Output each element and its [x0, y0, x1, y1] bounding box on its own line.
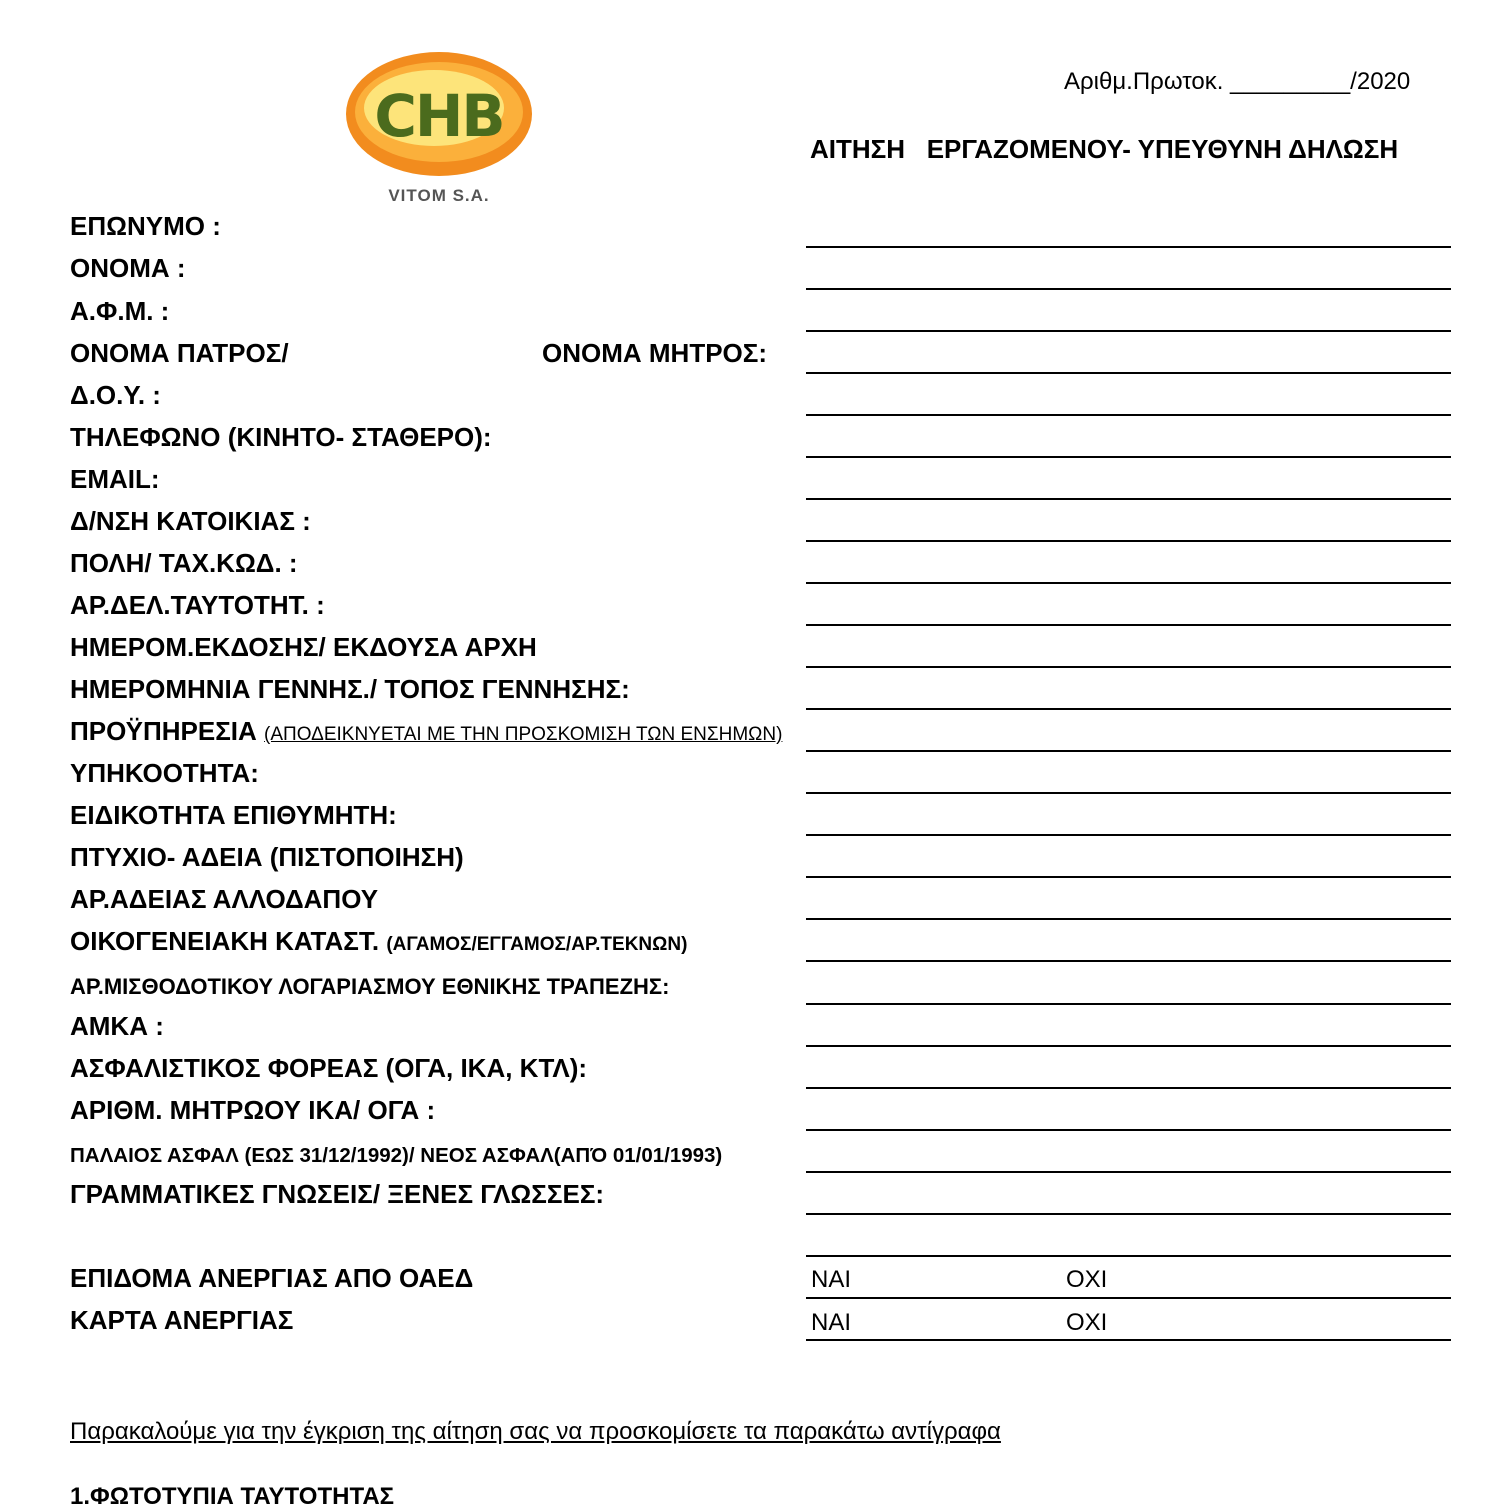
company-name: VITOM S.A.	[388, 186, 490, 205]
specialty-line[interactable]	[806, 834, 1451, 836]
document-item-1: 1.ΦΩΤΟΤΥΠΙΑ ΤΑΥΤΟΤΗΤΑΣ	[70, 1483, 395, 1510]
birth-date-place-label: ΗΜΕΡΟΜΗΝΙΑ ΓΕΝΝΗΣ./ ΤΟΠΟΣ ΓΕΝΝΗΣΗΣ:	[70, 674, 630, 704]
unemployment-benefit-label: ΕΠΙΔΟΜΑ ΑΝΕΡΓΙΑΣ ΑΠΟ ΟΑΕΔ	[70, 1263, 474, 1293]
chb-logo-icon	[344, 50, 534, 185]
phone-label: ΤΗΛΕΦΩΝΟ (ΚΙΝΗΤΟ- ΣΤΑΘΕΡΟ):	[70, 422, 492, 452]
marital-status-label	[70, 926, 687, 957]
surname-line[interactable]	[806, 246, 1451, 248]
prior-service-note: (ΑΠΟΔΕΙΚΝΥΕΤΑΙ ΜΕ ΤΗΝ ΠΡΟΣΚΟΜΙΣΗ ΤΩΝ ΕΝΣΗΜΩΝ)	[264, 724, 783, 745]
protocol-number: Αριθμ.Πρωτοκ. _________/2020	[1064, 68, 1411, 95]
name-line[interactable]	[806, 288, 1451, 290]
marital-status-line[interactable]	[806, 960, 1451, 962]
prior-service-label	[70, 716, 782, 747]
doy-line[interactable]	[806, 414, 1451, 416]
email-line[interactable]	[806, 498, 1451, 500]
address-label: Δ/ΝΣΗ ΚΑΤΟΙΚΙΑΣ :	[70, 506, 311, 536]
registry-number-label: ΑΡΙΘΜ. ΜΗΤΡΩΟΥ ΙΚΑ/ ΟΓΑ :	[70, 1095, 436, 1125]
svg-text:CHB: CHB	[374, 82, 504, 150]
benefit-no-option[interactable]: ΟΧΙ	[1066, 1266, 1108, 1293]
insurance-fund-line[interactable]	[806, 1087, 1451, 1089]
id-number-label: ΑΡ.ΔΕΛ.ΤΑΥΤΟΤΗΤ. :	[70, 590, 325, 620]
mother-name-label: ΟΝΟΜΑ ΜΗΤΡΟΣ:	[542, 338, 768, 368]
registry-number-line[interactable]	[806, 1129, 1451, 1131]
payroll-account-line[interactable]	[806, 1003, 1451, 1005]
payroll-account-label: ΑΡ.ΜΙΣΘΟΔΟΤΙΚΟΥ ΛΟΓΑΡΙΑΣΜΟΥ ΕΘΝΙΚΗΣ ΤΡΑΠΕΖΗΣ:	[70, 974, 670, 999]
surname-label: ΕΠΩΝΥΜΟ :	[70, 211, 221, 241]
foreigner-permit-label: ΑΡ.ΑΔΕΙΑΣ ΑΛΛΟΔΑΠΟΥ	[70, 884, 379, 914]
nationality-label: ΥΠΗΚΟΟΤΗΤΑ:	[70, 758, 259, 788]
amka-line[interactable]	[806, 1045, 1451, 1047]
marital-status-title: ΟΙΚΟΓΕΝΕΙΑΚΗ ΚΑΤΑΣΤ.	[70, 926, 380, 956]
languages-label: ΓΡΑΜΜΑΤΙΚΕΣ ΓΝΩΣΕΙΣ/ ΞΕΝΕΣ ΓΛΩΣΣΕΣ:	[70, 1179, 605, 1209]
degree-license-label: ΠΤΥΧΙΟ- ΑΔΕΙΑ (ΠΙΣΤΟΠΟΙΗΣΗ)	[70, 842, 464, 872]
prior-service-title: ΠΡΟΫΠΗΡΕΣΙΑ	[70, 716, 257, 746]
degree-line[interactable]	[806, 876, 1451, 878]
foreigner-permit-line[interactable]	[806, 918, 1451, 920]
amka-label: ΑΜΚΑ :	[70, 1011, 164, 1041]
prior-service-line[interactable]	[806, 750, 1451, 752]
nationality-line[interactable]	[806, 792, 1451, 794]
insured-status-label: ΠΑΛΑΙΟΣ ΑΣΦΑΛ (ΕΩΣ 31/12/1992)/ ΝΕΟΣ ΑΣΦΑΛ(ΑΠΌ 01/01/1993)	[70, 1144, 723, 1167]
documents-request-text: Παρακαλούμε για την έγκριση της αίτηση σας να προσκομίσετε τα παρακάτω αντίγραφα	[70, 1418, 1001, 1445]
afm-label: Α.Φ.Μ. :	[70, 296, 170, 326]
name-label: ΟΝΟΜΑ :	[70, 253, 186, 283]
address-line[interactable]	[806, 540, 1451, 542]
company-logo	[344, 50, 534, 210]
phone-line[interactable]	[806, 456, 1451, 458]
languages-line[interactable]	[806, 1213, 1451, 1215]
insured-status-line[interactable]	[806, 1171, 1451, 1173]
city-zip-label: ΠΟΛΗ/ ΤΑΧ.ΚΩΔ. :	[70, 548, 298, 578]
issue-date-authority-label: ΗΜΕΡΟΜ.ΕΚΔΟΣΗΣ/ ΕΚΔΟΥΣΑ ΑΡΧΗ	[70, 632, 537, 662]
email-label: EMAIL:	[70, 464, 160, 494]
afm-line[interactable]	[806, 330, 1451, 332]
issue-date-line[interactable]	[806, 666, 1451, 668]
form-title: ΑΙΤΗΣΗ ΕΡΓΑΖΟΜΕΝΟΥ- ΥΠΕΥΘΥΝΗ ΔΗΛΩΣΗ	[810, 134, 1399, 164]
birth-date-line[interactable]	[806, 708, 1451, 710]
id-number-line[interactable]	[806, 624, 1451, 626]
parents-line[interactable]	[806, 372, 1451, 374]
city-zip-line[interactable]	[806, 582, 1451, 584]
card-no-option[interactable]: ΟΧΙ	[1066, 1309, 1108, 1336]
doy-label: Δ.Ο.Υ. :	[70, 380, 161, 410]
insurance-fund-label: ΑΣΦΑΛΙΣΤΙΚΟΣ ΦΟΡΕΑΣ (ΟΓΑ, ΙΚΑ, ΚΤΛ):	[70, 1053, 588, 1083]
marital-status-note: (ΑΓΑΜΟΣ/ΕΓΓΑΜΟΣ/ΑΡ.ΤΕΚΝΩΝ)	[386, 934, 688, 955]
unemployment-card-label: ΚΑΡΤΑ ΑΝΕΡΓΙΑΣ	[70, 1305, 294, 1335]
father-name-label: ΟΝΟΜΑ ΠΑΤΡΟΣ/	[70, 338, 289, 368]
desired-specialty-label: ΕΙΔΙΚΟΤΗΤΑ ΕΠΙΘΥΜΗΤΗ:	[70, 800, 397, 830]
languages-line-2[interactable]	[806, 1255, 1451, 1257]
unemployment-card-line	[806, 1339, 1451, 1341]
unemployment-benefit-line	[806, 1297, 1451, 1299]
benefit-yes-option[interactable]: ΝΑΙ	[811, 1266, 852, 1293]
card-yes-option[interactable]: ΝΑΙ	[811, 1309, 852, 1336]
